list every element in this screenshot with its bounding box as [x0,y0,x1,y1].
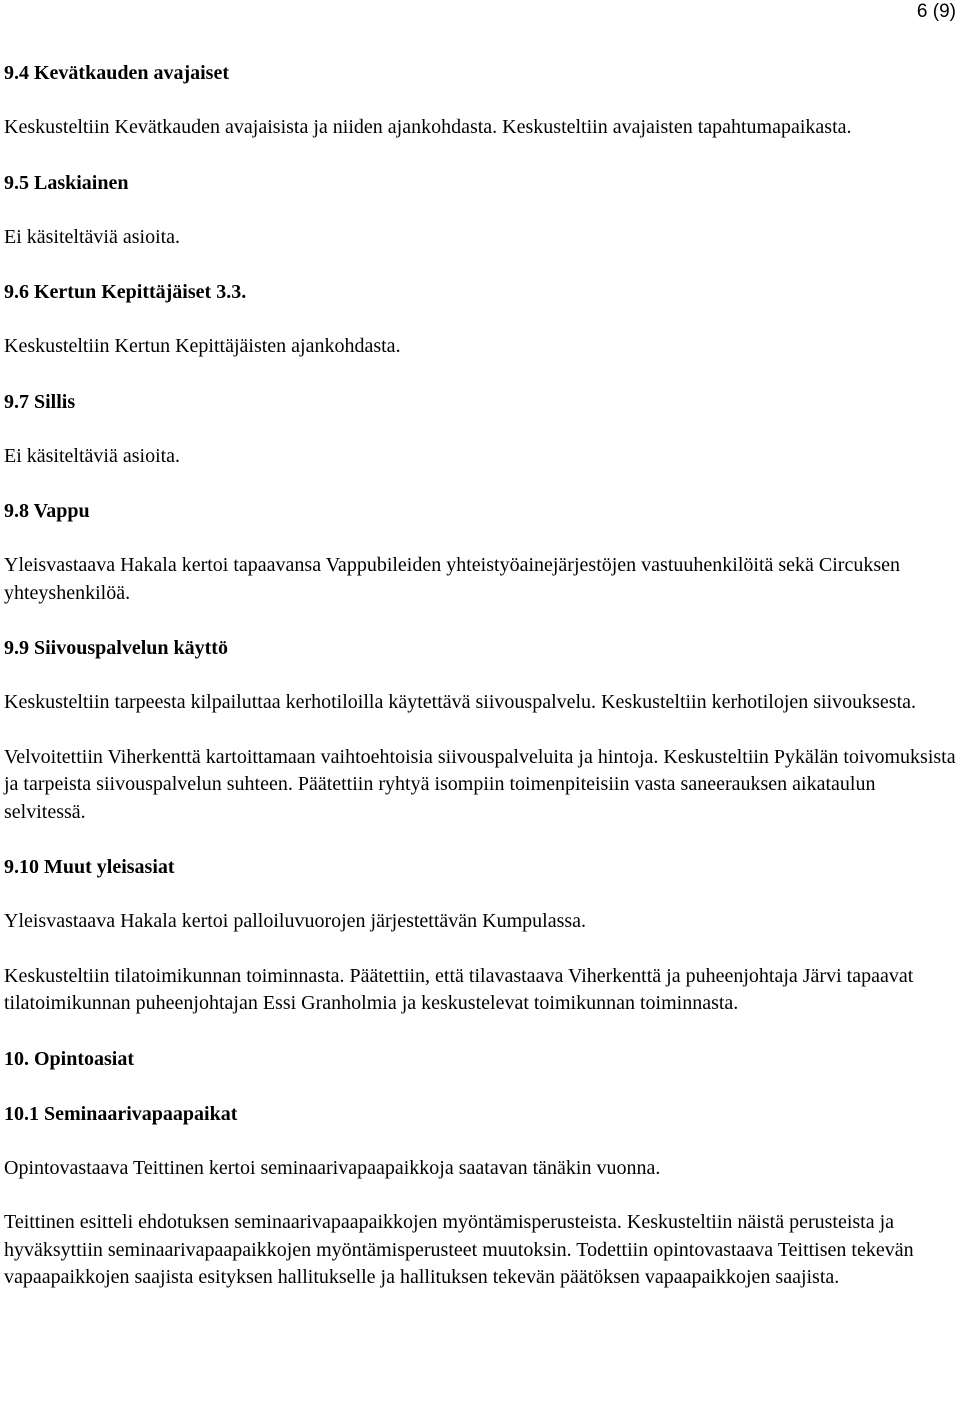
section-heading: 10.1 Seminaarivapaapaikat [4,1102,238,1125]
paragraph: Keskusteltiin Kevätkauden avajaisista ja niiden ajankohdasta. Keskusteltiin avajaisten tapahtumapaikasta. [4,116,852,138]
section-9-6 [4,278,956,361]
section-9-7 [4,388,956,471]
section-heading: 10. Opintoasiat [4,1047,135,1070]
paragraph: Velvoitettiin Viherkenttä kartoittamaan vaihtoehtoisia siivouspalveluita ja hintoja. Keskusteltiin Pykälän toivomuksista ja tarpeista siivouspalvelun suhteen. Päätettiin ryhtyä isompiin toimenpiteisiin vasta saneerauksen aikataulun selvitessä. [4,745,956,823]
paragraph: Ei käsiteltäviä asioita. [4,225,181,248]
paragraph: Yleisvastaava Hakala kertoi palloiluvuorojen järjestettävän Kumpulassa. [4,910,587,932]
section-heading: 9.5 Laskiainen [4,171,129,194]
paragraph: Keskusteltiin Kertun Kepittäjäisten ajankohdasta. [4,335,401,357]
document-body [4,59,956,1319]
paragraph: Opintovastaava Teittinen kertoi seminaarivapaapaikkoja saatavan tänäkin vuonna. [4,1156,661,1179]
section-heading: 9.8 Vappu [4,500,90,522]
section-heading: 9.7 Sillis [4,390,76,413]
section-heading: 9.10 Muut yleisasiat [4,856,175,878]
section-heading: 9.9 Siivouspalvelun käyttö [4,637,228,659]
paragraph: Ei käsiteltäviä asioita. [4,444,181,467]
paragraph: Keskusteltiin tilatoimikunnan toiminnasta. Päätettiin, että tilavastaava Viherkenttä ja puheenjohtaja Järvi tapaavat tilatoimikunnan puheenjohtajan Essi Granholmia ja keskustelevat toimikunnan toiminnasta. [4,964,914,1014]
paragraph: Yleisvastaava Hakala kertoi tapaavansa Vappubileiden yhteistyöainejärjestöjen vastuuhenkilöitä sekä Circuksen yhteyshenkilöä. [4,554,901,604]
section-heading: 9.6 Kertun Kepittäjäiset 3.3. [4,281,247,303]
section-10-1 [4,1100,956,1292]
section-heading: 9.4 Kevätkauden avajaiset [4,62,229,84]
section-9-9 [4,634,956,826]
section-9-5 [4,169,956,252]
section-9-4 [4,59,956,142]
section-9-10 [4,853,956,1018]
page-number: 6 (9) [916,1,956,22]
section-9-8 [4,497,956,607]
paragraph: Teittinen esitteli ehdotuksen seminaarivapaapaikkojen myöntämisperusteista. Keskusteltiin näistä perusteista ja hyväksyttiin seminaarivapaapaikkojen myöntämisperusteet muutoksin. Todettiin opintovastaava Teittisen tekevän vapaapaikkojen saajista esityksen hallitukselle ja hallituksen tekevän päätöksen vapaapaikkojen saajista. [4,1211,914,1288]
paragraph: Keskusteltiin tarpeesta kilpailuttaa kerhotiloilla käytettävä siivouspalvelu. Keskusteltiin kerhotilojen siivouksesta. [4,691,917,713]
section-10 [4,1045,956,1073]
